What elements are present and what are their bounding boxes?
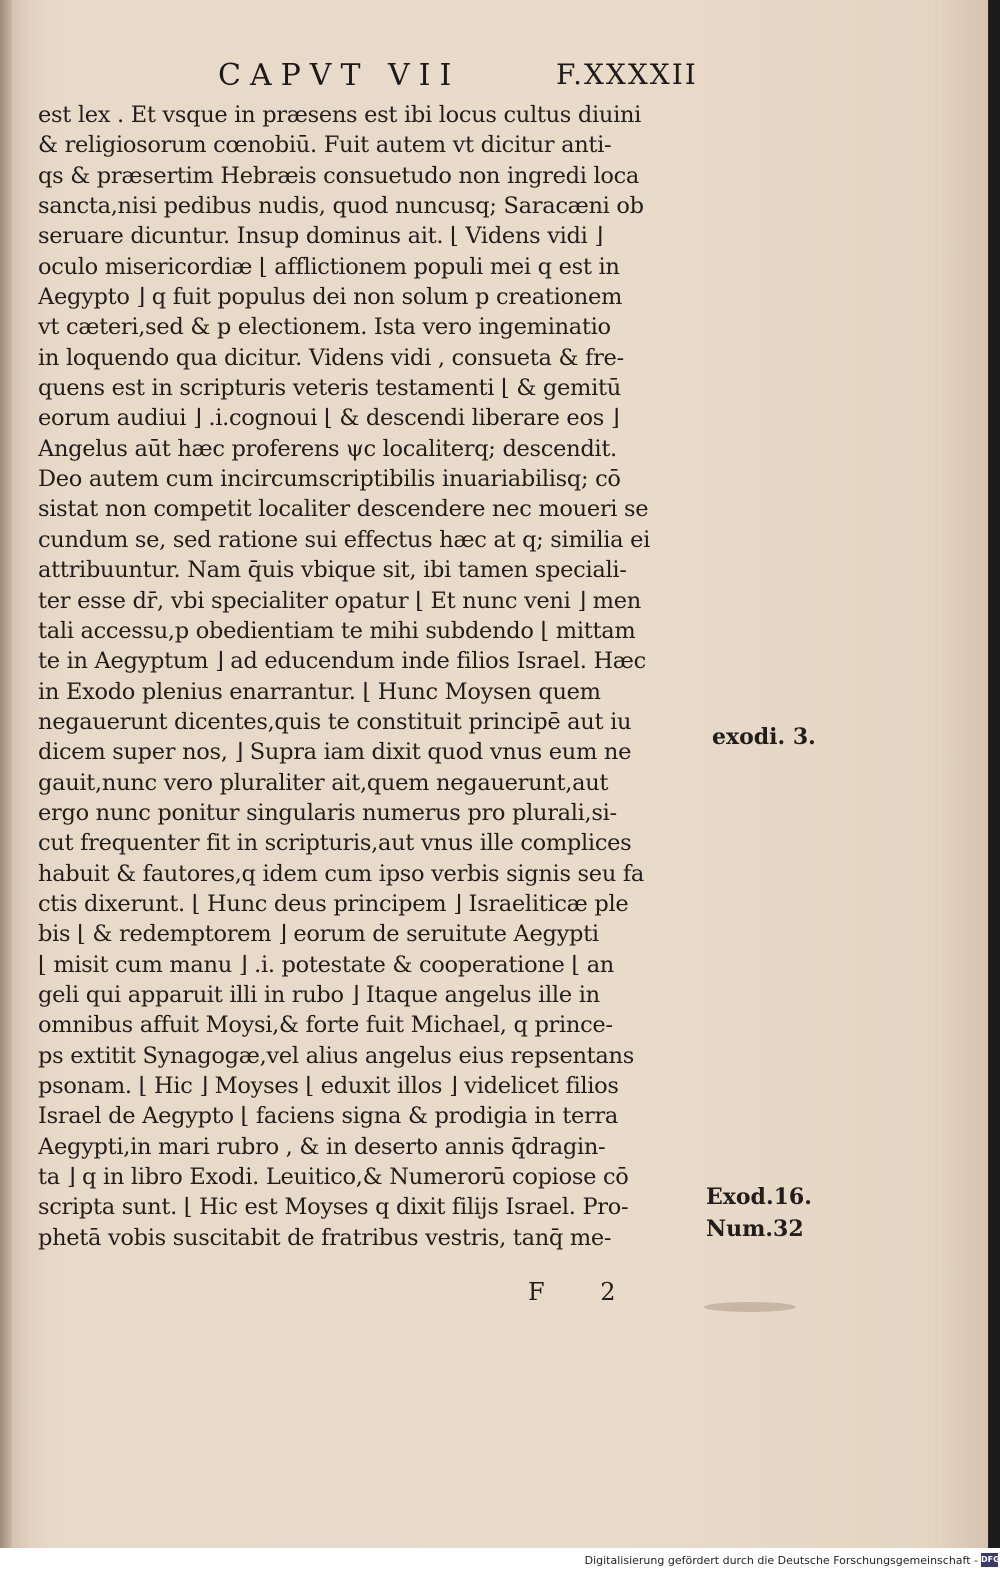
text-line: est lex . Et vsque in præsens est ibi locus cultus diuini bbox=[38, 102, 642, 128]
text-line: oculo misericordiæ ⌊ afflictionem populi mei q est in bbox=[38, 253, 620, 280]
text-line: omnibus affuit Moysi,& forte fuit Michael, q prince- bbox=[38, 1012, 613, 1039]
text-line: Aegypti,in mari rubro , & in deserto annis q̄dragin- bbox=[38, 1133, 606, 1160]
text-line: gauit,nunc vero pluraliter ait,quem negauerunt,aut bbox=[38, 769, 609, 796]
text-line: cut frequenter fit in scripturis,aut vnus ille complices bbox=[38, 830, 632, 857]
dfg-logo: DFG bbox=[981, 1553, 998, 1567]
folio-number: F.XXXXII bbox=[556, 58, 698, 91]
text-line: in loquendo qua dicitur. Videns vidi , consueta & fre- bbox=[38, 344, 624, 371]
signature-mark: F 2 bbox=[528, 1278, 640, 1306]
text-line: bis ⌊ & redemptorem ⌋ eorum de seruitute Aegypti bbox=[38, 921, 599, 948]
ink-stain bbox=[704, 1302, 796, 1312]
text-line: psonam. ⌊ Hic ⌋ Moyses ⌊ eduxit illos ⌋ videlicet filios bbox=[38, 1073, 619, 1099]
text-line: ps extitit Synagogæ,vel alius angelus eius repsentans bbox=[38, 1042, 634, 1069]
margin-note-exodi: exodi. 3. bbox=[712, 724, 816, 750]
text-line: attribuuntur. Nam q̄uis vbique sit, ibi tamen speciali- bbox=[38, 557, 627, 584]
body-text bbox=[38, 100, 714, 1253]
text-line: dicem super nos, ⌋ Supra iam dixit quod vnus eum ne bbox=[38, 739, 632, 766]
text-line: Israel de Aegypto ⌊ faciens signa & prodigia in terra bbox=[38, 1103, 619, 1130]
text-line: sistat non competit localiter descendere nec moueri se bbox=[38, 496, 649, 523]
running-head-title: CAPVT VII bbox=[218, 58, 461, 93]
digitization-credit: Digitalisierung gefördert durch die Deutsche Forschungsgemeinschaft - bbox=[584, 1554, 978, 1567]
text-line: habuit & fautores,q idem cum ipso verbis signis seu fa bbox=[38, 860, 645, 887]
page-spine-edge bbox=[0, 0, 12, 1548]
text-line: vt cæteri,sed & p electionem. Ista vero ingeminatio bbox=[38, 314, 611, 341]
text-line: qs & præsertim Hebræis consuetudo non ingredi loca bbox=[38, 162, 640, 189]
text-line: te in Aegyptum ⌋ ad educendum inde filios Israel. Hæc bbox=[38, 648, 646, 675]
text-line: sancta,nisi pedibus nudis, quod nuncusq; Saracæni ob bbox=[38, 193, 644, 220]
text-line: phetā vobis suscitabit de fratribus vestris, tanq̄ me- bbox=[38, 1224, 612, 1251]
text-line: ta ⌋ q in libro Exodi. Leuitico,& Numerorū copiose cō bbox=[38, 1164, 629, 1191]
text-line: Aegypto ⌋ q fuit populus dei non solum p creationem bbox=[38, 284, 623, 311]
text-line: ⌊ misit cum manu ⌋ .i. potestate & cooperatione ⌊ an bbox=[38, 951, 615, 978]
text-line: Deo autem cum incircumscriptibilis inuariabilisq; cō bbox=[38, 466, 621, 493]
text-line: ter esse dr̄, vbi specialiter opatur ⌊ Et nunc veni ⌋ men bbox=[38, 587, 641, 614]
text-line: in Exodo plenius enarrantur. ⌊ Hunc Moysen quem bbox=[38, 678, 601, 705]
text-line: negauerunt dicentes,quis te constituit principē aut iu bbox=[38, 708, 632, 735]
text-line: seruare dicuntur. Insup dominus ait. ⌊ Videns vidi ⌋ bbox=[38, 223, 603, 250]
text-line: & religiosorum cœnobiū. Fuit autem vt dicitur anti- bbox=[38, 132, 612, 159]
text-line: eorum audiui ⌋ .i.cognoui ⌊ & descendi liberare eos ⌋ bbox=[38, 405, 620, 432]
margin-note-num: Num.32 bbox=[706, 1216, 804, 1242]
text-line: ergo nunc ponitur singularis numerus pro plurali,si- bbox=[38, 799, 617, 826]
text-line: quens est in scripturis veteris testamenti ⌊ & gemitū bbox=[38, 375, 621, 402]
text-line: geli qui apparuit illi in rubo ⌋ Itaque angelus ille in bbox=[38, 981, 600, 1008]
margin-note-exod16: Exod.16. bbox=[706, 1184, 812, 1210]
text-line: Angelus aūt hæc proferens ψc localiterq; descendit. bbox=[38, 435, 617, 462]
text-line: ctis dixerunt. ⌊ Hunc deus principem ⌋ Israeliticæ ple bbox=[38, 890, 629, 917]
text-line: cundum se, sed ratione sui effectus hæc at q; similia ei bbox=[38, 526, 651, 553]
text-line: tali accessu,p obedientiam te mihi subdendo ⌊ mittam bbox=[38, 617, 636, 644]
text-line: scripta sunt. ⌊ Hic est Moyses q dixit filijs Israel. Pro- bbox=[38, 1194, 629, 1221]
